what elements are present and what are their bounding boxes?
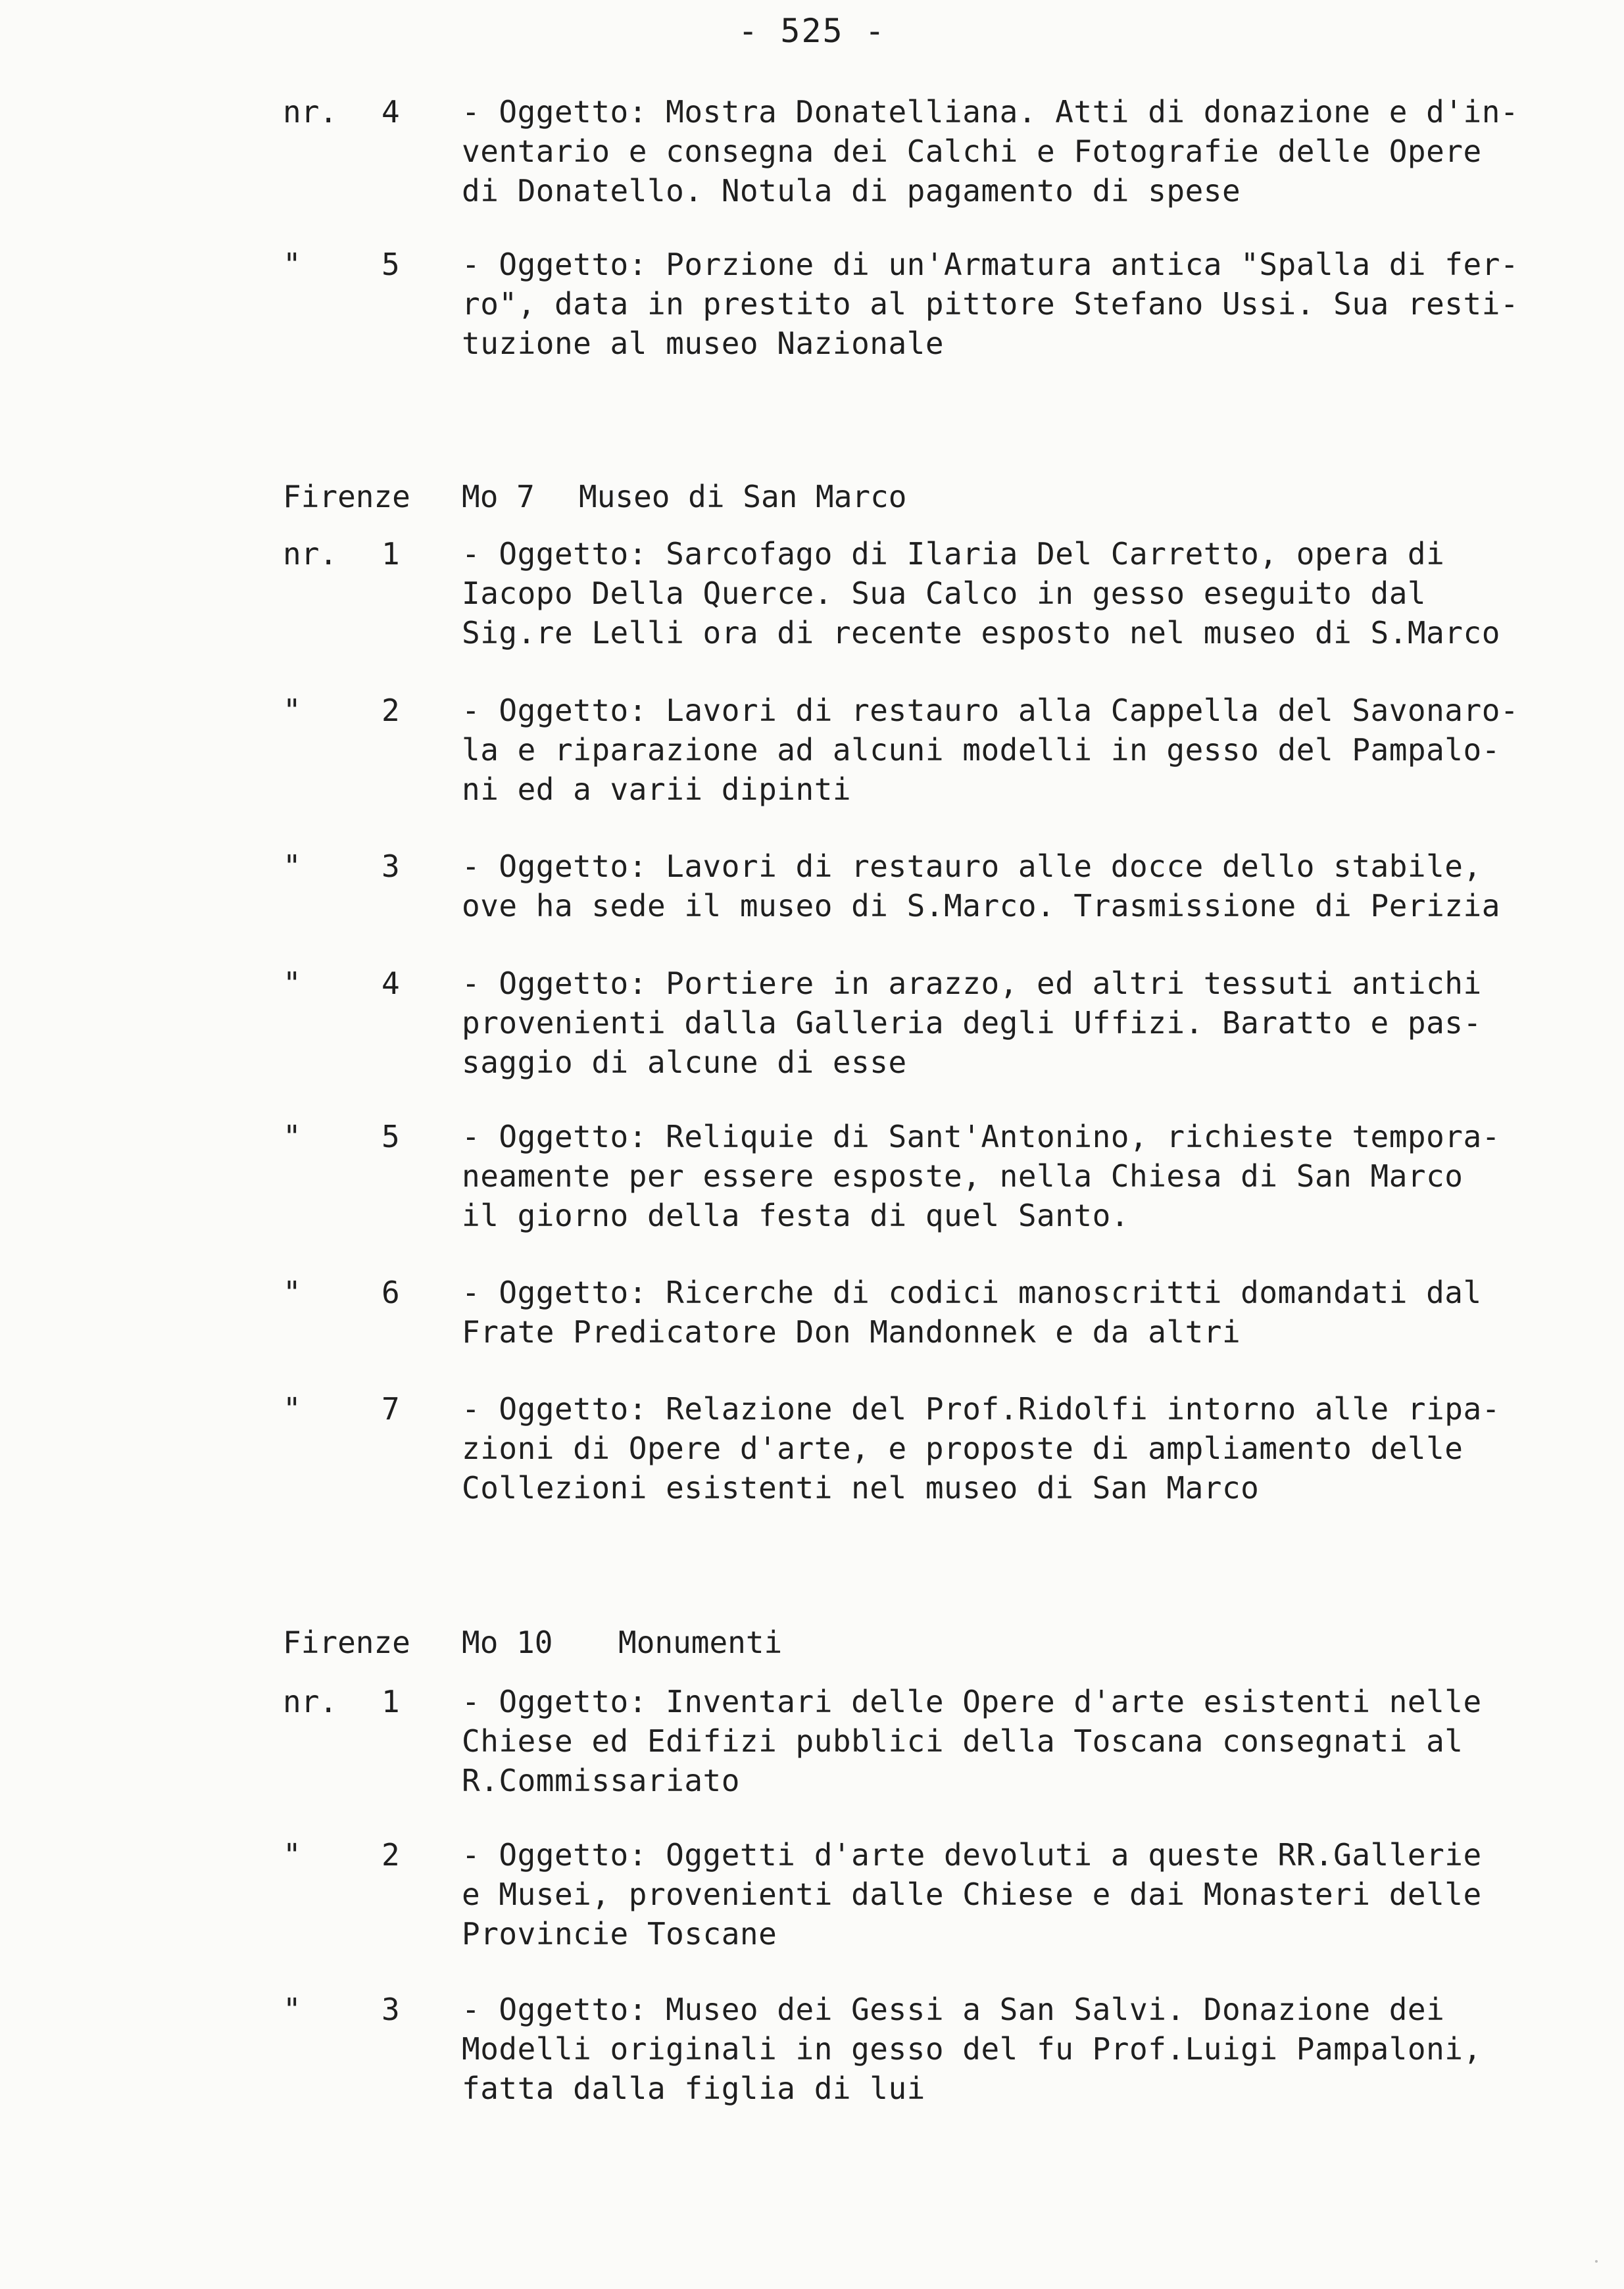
item-text: - Oggetto: Oggetti d'arte devoluti a queste RR.Gallerie e Musei, provenienti dalle Chiese e dai Monasteri delle Provincie Toscane <box>462 1837 1482 1952</box>
item-text: - Oggetto: Inventari delle Opere d'arte esistenti nelle Chiese ed Edifizi pubblici della Toscana consegnati al R.Commissariato <box>462 1684 1482 1798</box>
item-label: " <box>283 849 301 884</box>
item-number: 5 <box>381 1119 400 1154</box>
section-name: Museo di San Marco <box>579 479 907 514</box>
paper-speckle <box>1595 2260 1598 2263</box>
item-number: 6 <box>381 1275 400 1310</box>
item-text: - Oggetto: Portiere in arazzo, ed altri tessuti antichi provenienti dalla Galleria degli Uffizi. Baratto e pas- saggio di alcune di esse <box>462 966 1482 1080</box>
item-text: - Oggetto: Museo dei Gessi a San Salvi. Donazione dei Modelli originali in gesso del fu Prof.Luigi Pampaloni, fatta dalla figlia di lui <box>462 1992 1482 2106</box>
item-label: " <box>283 247 301 282</box>
section-code: Mo 7 <box>462 479 535 514</box>
item-text: - Oggetto: Sarcofago di Ilaria Del Carretto, opera di Iacopo Della Querce. Sua Calco in gesso eseguito dal Sig.re Lelli ora di recente esposto nel museo di S.Marco <box>462 536 1500 651</box>
section-city: Firenze <box>283 479 410 514</box>
item-number: 2 <box>381 1837 400 1873</box>
item-label: nr. <box>283 94 338 130</box>
page-number: - 525 - <box>738 12 886 50</box>
item-number: 4 <box>381 94 400 130</box>
item-text: - Oggetto: Relazione del Prof.Ridolfi intorno alle ripa- zioni di Opere d'arte, e proposte di ampliamento delle Collezioni esistenti nel museo di San Marco <box>462 1391 1500 1506</box>
item-number: 3 <box>381 1992 400 2027</box>
item-number: 5 <box>381 247 400 282</box>
item-number: 1 <box>381 1684 400 1719</box>
section-name: Monumenti <box>618 1625 783 1660</box>
item-number: 4 <box>381 966 400 1001</box>
item-label: " <box>283 1391 301 1427</box>
item-text: - Oggetto: Reliquie di Sant'Antonino, richieste tempora- neamente per essere esposte, nella Chiesa di San Marco il giorno della festa di quel Santo. <box>462 1119 1500 1233</box>
item-text: - Oggetto: Lavori di restauro alla Cappella del Savonaro- la e riparazione ad alcuni modelli in gesso del Pampalo- ni ed a varii dipinti <box>462 693 1519 807</box>
item-number: 7 <box>381 1391 400 1427</box>
item-label: " <box>283 693 301 728</box>
section-code: Mo 10 <box>462 1625 553 1660</box>
section-city: Firenze <box>283 1625 410 1660</box>
item-label: nr. <box>283 536 338 572</box>
item-number: 1 <box>381 536 400 572</box>
item-label: " <box>283 966 301 1001</box>
item-label: nr. <box>283 1684 338 1719</box>
item-label: " <box>283 1275 301 1310</box>
item-text: - Oggetto: Lavori di restauro alle docce dello stabile, ove ha sede il museo di S.Marco. Trasmissione di Perizia <box>462 849 1500 923</box>
item-label: " <box>283 1119 301 1154</box>
item-number: 2 <box>381 693 400 728</box>
item-number: 3 <box>381 849 400 884</box>
item-text: - Oggetto: Mostra Donatelliana. Atti di donazione e d'in- ventario e consegna dei Calchi e Fotografie delle Opere di Donatello. Notula di pagamento di spese <box>462 94 1519 209</box>
item-label: " <box>283 1837 301 1873</box>
item-label: " <box>283 1992 301 2027</box>
item-text: - Oggetto: Porzione di un'Armatura antica "Spalla di fer- ro", data in prestito al pittore Stefano Ussi. Sua resti- tuzione al museo Nazionale <box>462 247 1519 361</box>
item-text: - Oggetto: Ricerche di codici manoscritti domandati dal Frate Predicatore Don Mandonnek e da altri <box>462 1275 1482 1350</box>
